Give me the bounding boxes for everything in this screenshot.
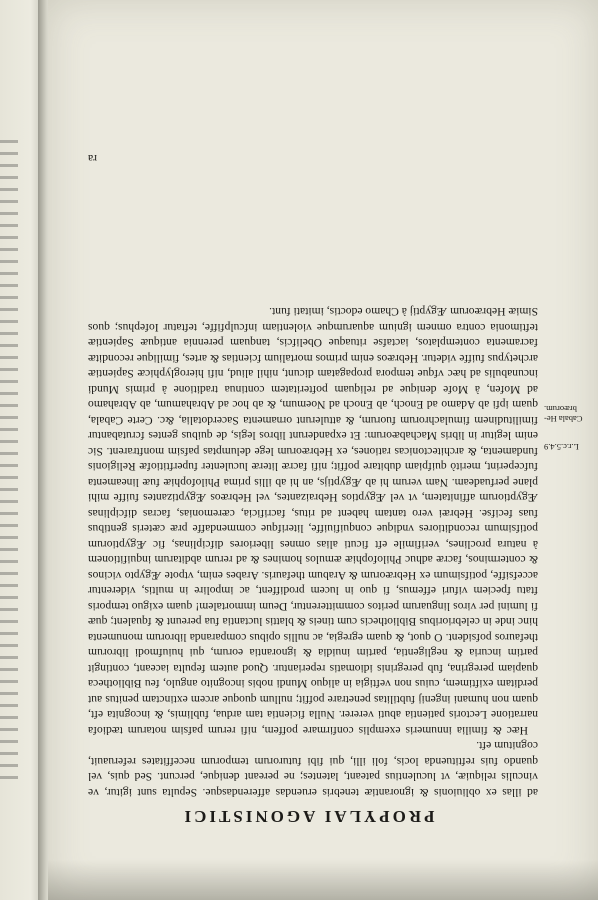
running-head: PROPYLAI AGONISTICI	[181, 807, 435, 826]
paragraph: ad illas ex obliuionis & ignorantiæ tenebris eruendas afferendasque. Sepulta sunt igitur, ve vinculis reliquiæ, vt luculentius pateant, latentes; ne pereant denique, percunt. Sed quis, vel quando fuis reftituenda locis, foli illi, qui fibi futurorum temporum neceffitates referuauit, cognitum eft.	[88, 739, 538, 799]
rotated-page-content	[48, 0, 598, 900]
page-shadow	[48, 860, 598, 900]
paragraph: Hæc & fimilia innumeris exemplis confirmare poffem, nifi rerum pafsim notarum tædiofa narratione Lectoris patientia abuti vererer. Nulla ficientia tam ardua, fublimis, & incognita eft, quam non humani ingenij fubtilitas penetrare poffit; nullum quoque arcem extinctam penitus aut perditam exiftimem, cuius non veftigia in aliquo Mundi nobis incognito angulo, feu Bibliotheca quapiam peregrina, fub peregrinis idiomatis reperiantur. Quod autem fepulta iaceant, contingit partim incuria & negligentia, partim inuidia & ignorantia eorum, qui huiufmodi librorum thefauros pofsident. O quot, & quam egregia, ac nullis opibus comparanda librorum monumenta hinc inde in celebrioribus Bibliothecis cum tineis & blattis luctantia fua pereunt & fqualent; quæ fi lumini per viros linguarum peritos committerentur, Deum immortalem! quam exiguo temporis ftatu fpeciem vifuri effemus, fi quo in lucem prodiffent, ac impolire in multis, viderentur accefsiffe, potifsimum ex Hebræorum & Arabum thefauris. Arabes enim, vtpote Ægypto vicinos & conterminos, facræ adhuc Philofophiæ æmulos homines & ad rerum abditarum inquifitionem à natura proclines, verifimile eft ficuti alias omnes liberiores difciplinas, fic Ægyptiorum potifsimum reconditiores vndique conquifiuiffe, literifque commendaffe præ cæteris gentibus fuas fecifse. Hebræi vero tantam habent ad ritus, facrificia, cæremonias, facras difciplinas Ægyptiorum affinitatem, vt vel Ægyptios Hebraizantes, vel Hebræos Ægyptizantes fuiffe mihi plane perfuadeam. Nam verum hi ab Ægyptijs, an hi ab illis prima Philofophiæ fuæ lineamenta fufceperint, meritò quifpiam dubitare poffit; nifi facræ literæ luculenter fuperftitiofæ Religionis fundamenta, & architectonicas rationes, ex Hebræorum lege delumptas pafsim monftrarent. Sic enim legitur in libris Machabæorum: Et expanderunt libros legis, de quibus gentes fcrutabantur fimilitudinem fimulachrorum fuorum, & attulerunt ornamenta Sacerdotalia, &c. Certe Cabala, quam ipfi ab Adamo ad Enoch, ab Enoch ad Noemum, & ab hoc ad Abrahamum, ab Abrahamo ad Mofen, à Mofe denique ad reliquam pofteritatem continua traditione à primis Mundi incunabulis ad hæc vfque tempora propagatam dicunt, nihil aliud, nifi hieroglyphicæ Sapientiæ archetypus fuiffe videtur. Hebræos enim primos mortalium fcientias & artes, fimilique reconditæ facramenta contemplatos, iactafse rituaque Obelifcis, tanquam perennia antiquæ Sapientiæ teftimonia contra omnem ignium aquarumque violentiam infculpfiffe, teftatur Iofephus; quos Simiæ Hebræorum Ægyptij à Chamo edoctis, imitati funt.	[88, 305, 538, 737]
adjacent-page-text	[0, 140, 18, 780]
margin-note: L.r.c.5.4.9	[544, 442, 579, 452]
body-text	[88, 304, 538, 800]
book-page	[48, 0, 598, 900]
catchword: ra	[88, 152, 98, 165]
margin-note: Cabala He-bræorum.	[544, 404, 583, 424]
